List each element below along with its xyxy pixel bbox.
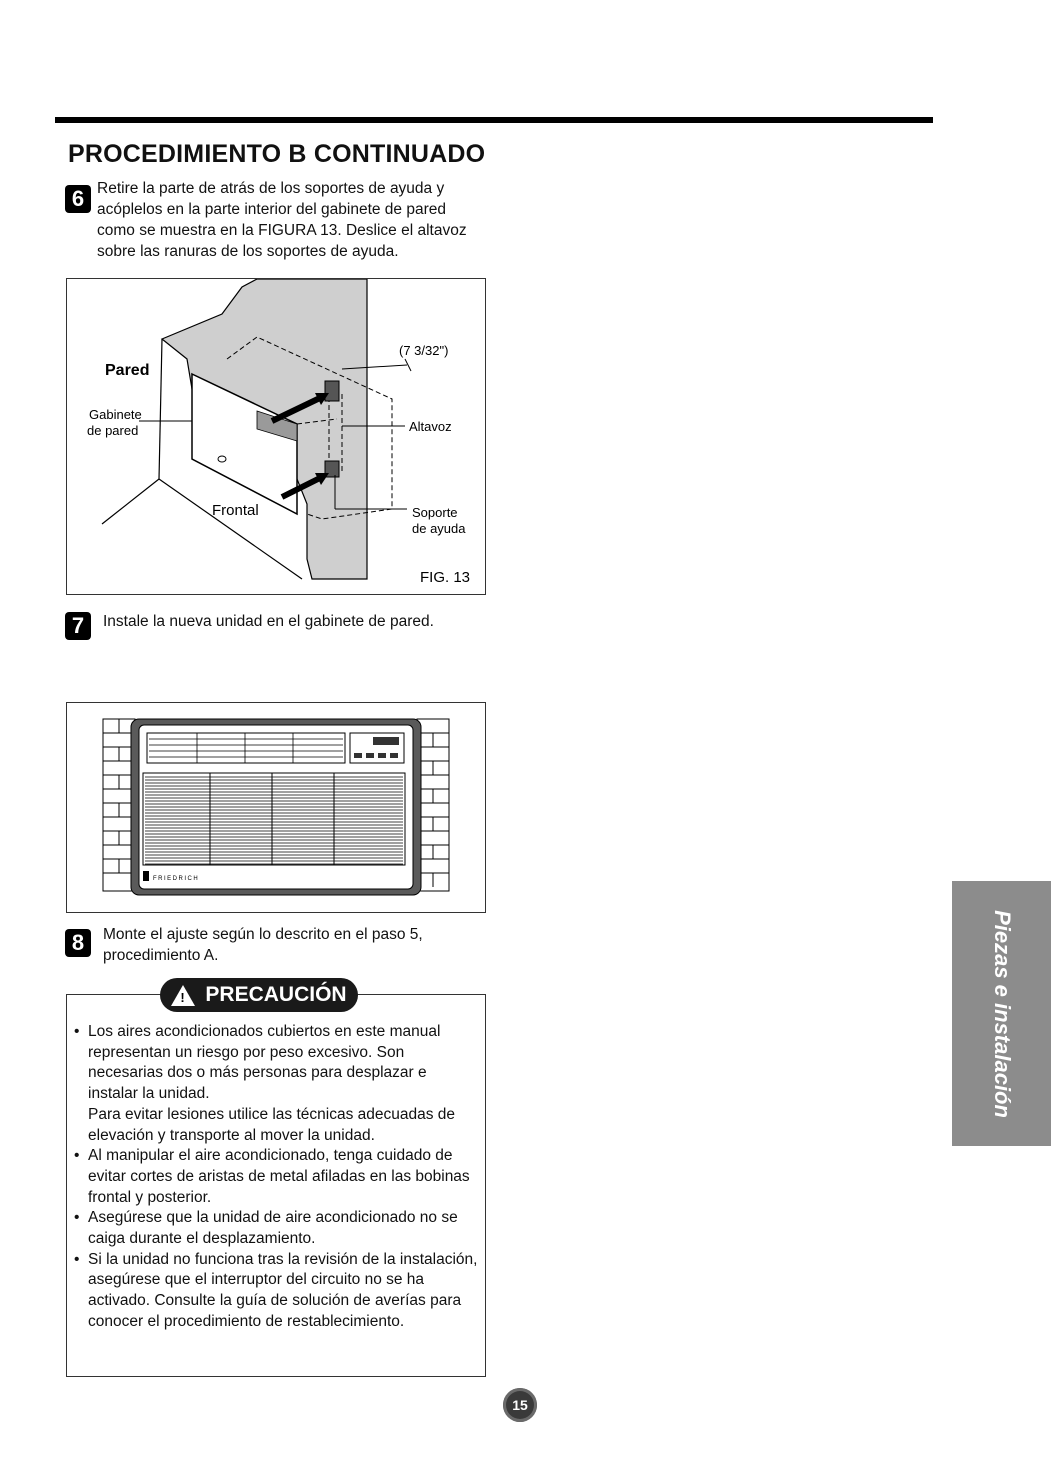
warning-icon: ! <box>171 985 195 1006</box>
step-8-badge: 8 <box>65 929 91 957</box>
caution-list <box>74 1022 478 1333</box>
caution-item: • Los aires acondicionados cubiertos en este manual representan un riesgo por peso excesivo. Son necesarias dos o más personas para desplazar e instalar la unidad. Para evitar lesiones utilice las técnicas adecuadas de elevación y transporte al mover la unidad. <box>74 1022 478 1146</box>
step-6-text: Retire la parte de atrás de los soportes de ayuda y acóplelos en la parte interior del gabinete de pared como se muestra en la FIGURA 13. Deslice el altavoz sobre las ranuras de los soportes de ayuda. <box>97 180 467 260</box>
label-de-ayuda: de ayuda <box>412 521 466 536</box>
label-pared: Pared <box>105 362 150 379</box>
figure-13-drawing <box>67 279 485 594</box>
section-side-tab: Piezas e instalación <box>952 881 1051 1146</box>
figure-unit <box>66 702 486 913</box>
step-6-badge: 6 <box>65 185 91 213</box>
caution-item: • Asegúrese que la unidad de aire acondicionado no se caiga durante el desplazamiento. <box>74 1208 478 1249</box>
support-bracket-upper <box>325 381 339 401</box>
figure-13-caption: FIG. 13 <box>420 569 471 586</box>
brand-name: FRIEDRICH <box>153 876 200 882</box>
step-7-badge: 7 <box>65 612 91 640</box>
step-8-text: Monte el ajuste según lo descrito en el paso 5, procedimiento A. <box>103 926 423 964</box>
brand-logo-icon <box>143 871 149 881</box>
brick-wall-left <box>103 719 135 891</box>
label-soporte: Soporte <box>412 505 458 520</box>
page-title: PROCEDIMIENTO B CONTINUADO <box>68 140 486 168</box>
label-altavoz: Altavoz <box>409 419 452 434</box>
brick-wall-right <box>417 719 449 891</box>
label-dimension: (7 3/32") <box>399 343 449 358</box>
caution-heading: ! PRECAUCIÓN <box>160 978 358 1012</box>
top-rule <box>55 117 933 123</box>
label-gabinete: Gabinete <box>89 407 142 422</box>
page-number: 15 <box>503 1388 537 1422</box>
label-de-pared: de pared <box>87 423 139 438</box>
figure-13 <box>66 278 486 595</box>
caution-item: • Si la unidad no funciona tras la revisión de la instalación, asegúrese que el interruptor del circuito no se ha activado. Consulte la guía de solución de averías para conocer el procedimiento de restablecimiento. <box>74 1250 478 1333</box>
label-frontal: Frontal <box>212 502 259 519</box>
unit-drawing <box>67 703 485 912</box>
step-7-text: Instale la nueva unidad en el gabinete de pared. <box>103 613 434 630</box>
caution-item: • Al manipular el aire acondicionado, tenga cuidado de evitar cortes de aristas de metal afiladas en las bobinas frontal y posterior. <box>74 1146 478 1208</box>
